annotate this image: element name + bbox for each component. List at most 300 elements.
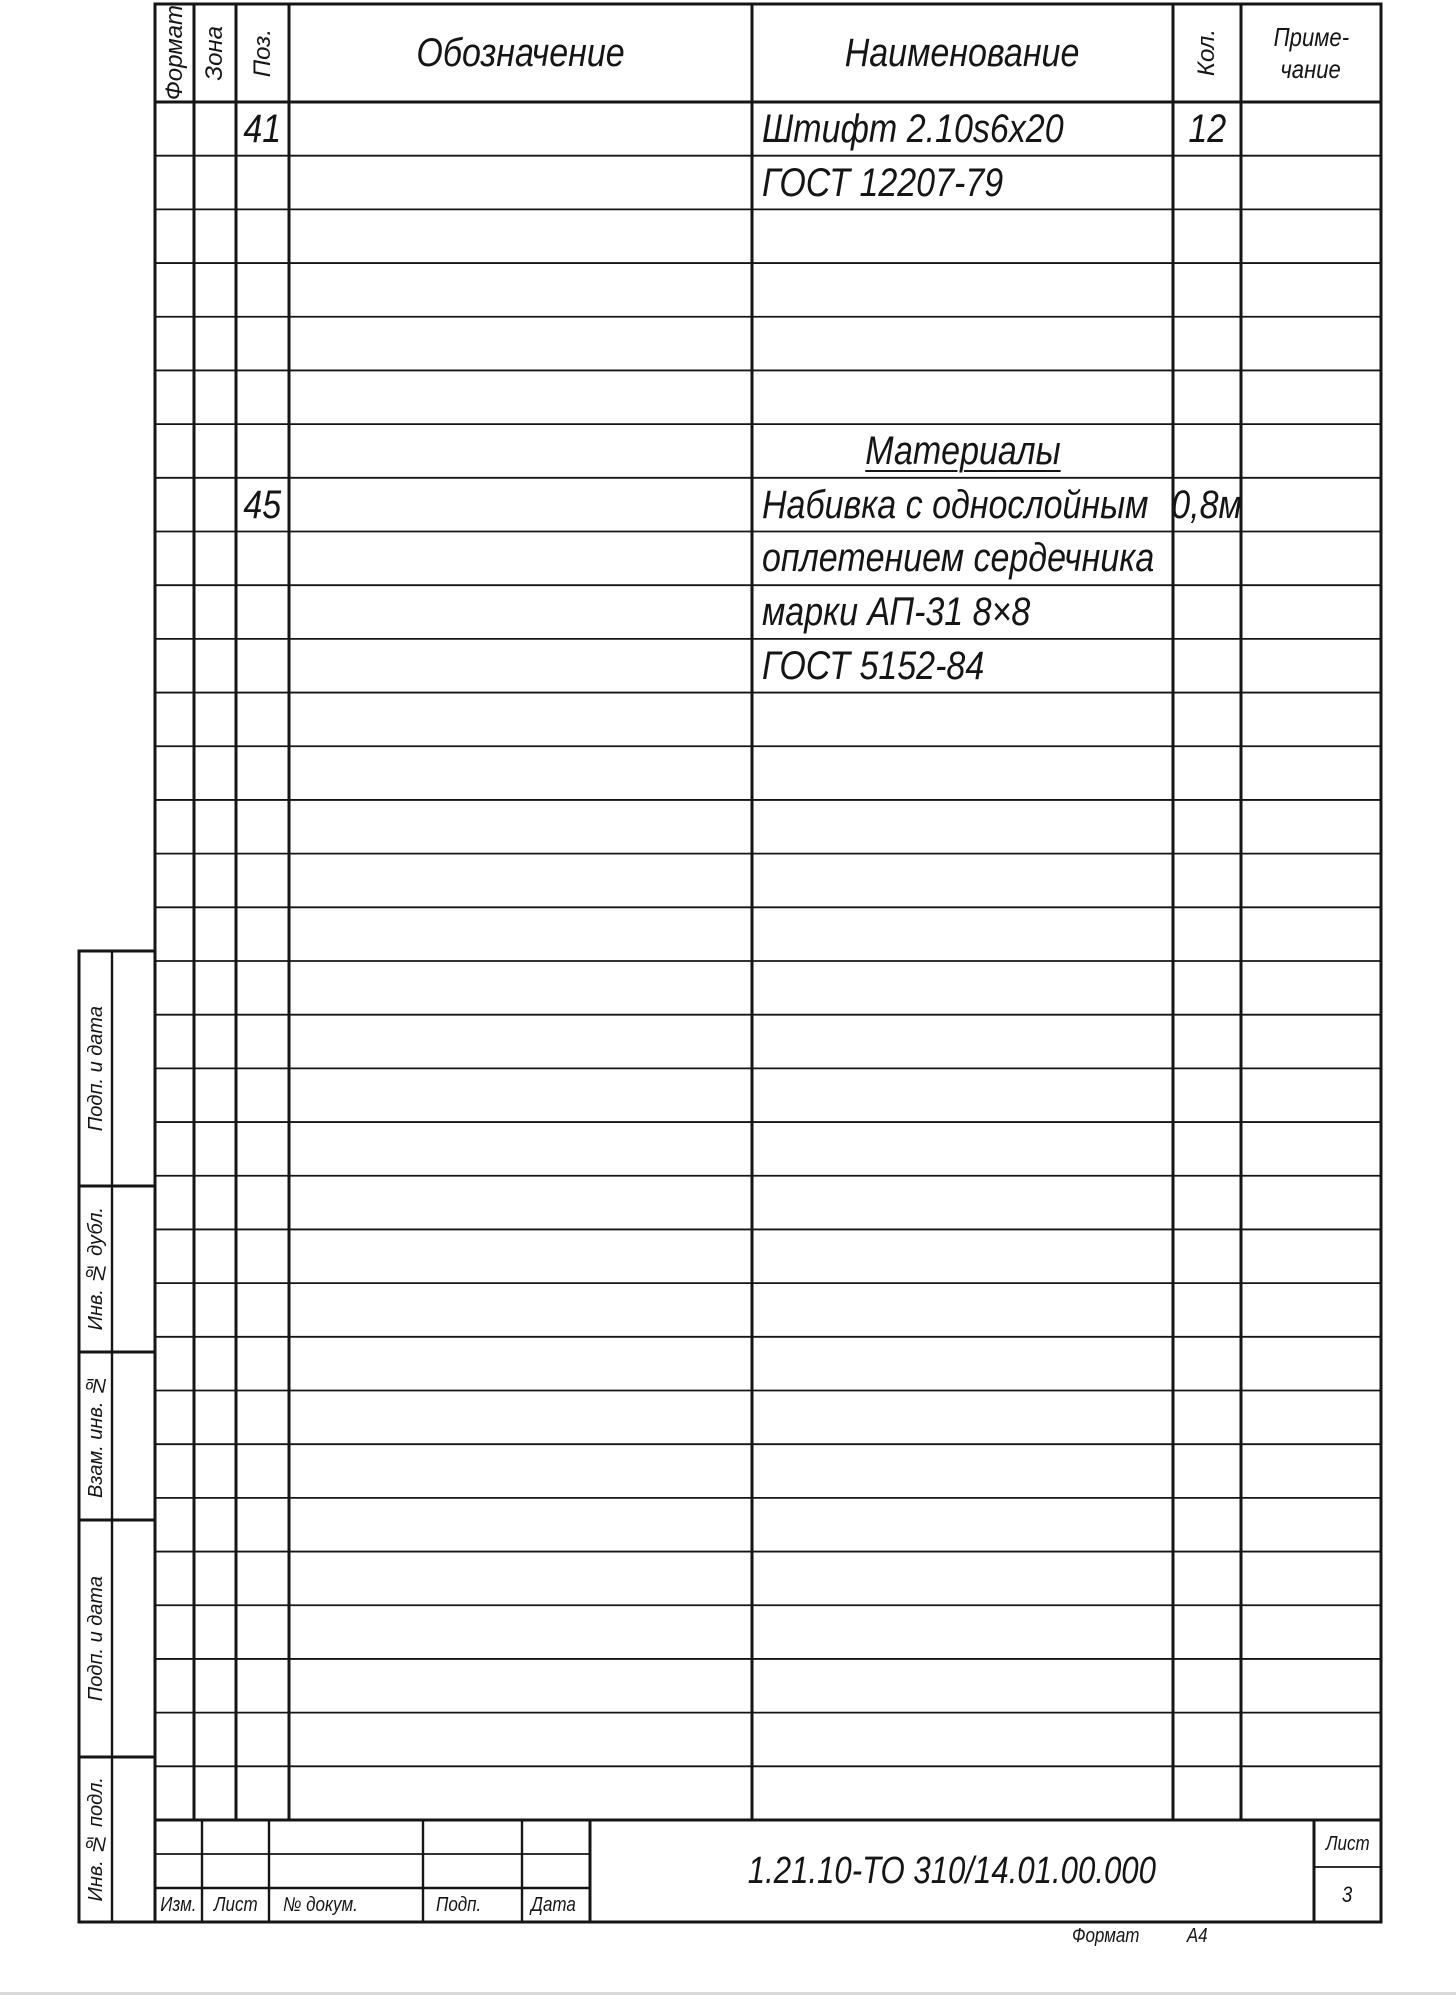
side-stamp-field	[112, 1757, 155, 1922]
cell-format	[155, 1122, 194, 1176]
cell-quantity-text: 0,8м	[1171, 482, 1243, 527]
cell-position-text: 41	[243, 106, 282, 151]
cell-note	[1241, 961, 1381, 1015]
cell-quantity	[1173, 693, 1241, 747]
title-date-label: Дата	[531, 1894, 576, 1916]
header-zone	[194, 4, 236, 102]
cell-format	[155, 1659, 194, 1713]
cell-zone	[194, 800, 236, 854]
cell-quantity-text: 12	[1188, 106, 1226, 151]
side-stamp-field	[112, 1186, 155, 1352]
cell-position	[236, 209, 289, 263]
side-stamp-label-cell	[79, 951, 112, 1186]
cell-position	[236, 1498, 289, 1552]
cell-position	[236, 263, 289, 317]
cell-designation	[289, 1391, 752, 1445]
table-row	[0, 1766, 1456, 1820]
cell-position	[236, 1713, 289, 1767]
cell-zone	[194, 1498, 236, 1552]
cell-zone	[194, 639, 236, 693]
header-format	[155, 4, 194, 102]
cell-designation	[289, 156, 752, 210]
cell-name	[752, 1498, 1173, 1552]
cell-format	[155, 102, 194, 156]
side-stamp-signature-date-label: Подп. и дата	[84, 1005, 107, 1132]
title-doc-number-cell	[269, 1888, 423, 1922]
cell-designation	[289, 424, 752, 478]
cell-position	[236, 1444, 289, 1498]
cell-zone	[194, 854, 236, 908]
cell-name	[752, 854, 1173, 908]
cell-quantity	[1173, 1015, 1241, 1069]
cell-format	[155, 1552, 194, 1606]
cell-note	[1241, 639, 1381, 693]
cell-note	[1241, 1552, 1381, 1606]
cell-zone	[194, 1713, 236, 1767]
cell-note	[1241, 1713, 1381, 1767]
cell-designation	[289, 746, 752, 800]
sheet-label: Лист	[1325, 1832, 1370, 1855]
title-sheet-label-cell	[1314, 1820, 1381, 1867]
cell-note	[1241, 1176, 1381, 1230]
cell-position	[236, 1391, 289, 1445]
cell-designation	[289, 800, 752, 854]
cell-position	[236, 1766, 289, 1820]
cell-quantity	[1173, 1713, 1241, 1767]
cell-format	[155, 209, 194, 263]
cell-quantity	[1173, 102, 1241, 156]
table-row	[0, 693, 1456, 747]
cell-name	[752, 1015, 1173, 1069]
cell-position	[236, 1552, 289, 1606]
cell-name	[752, 1444, 1173, 1498]
cell-name-text: марки АП-31 8×8	[762, 590, 1031, 635]
table-row	[0, 532, 1456, 586]
cell-name	[752, 1068, 1173, 1122]
cell-name	[752, 1659, 1173, 1713]
cell-zone	[194, 1229, 236, 1283]
cell-position	[236, 907, 289, 961]
table-row	[0, 1283, 1456, 1337]
cell-quantity	[1173, 1337, 1241, 1391]
cell-zone	[194, 1391, 236, 1445]
cell-position	[236, 693, 289, 747]
cell-format	[155, 585, 194, 639]
table-row	[0, 585, 1456, 639]
cell-note	[1241, 263, 1381, 317]
cell-designation	[289, 1015, 752, 1069]
cell-designation	[289, 102, 752, 156]
cell-zone	[194, 1068, 236, 1122]
header-note-label-line1: Приме-	[1273, 22, 1349, 52]
cell-zone	[194, 209, 236, 263]
cell-note	[1241, 1068, 1381, 1122]
cell-position	[236, 478, 289, 532]
cell-quantity	[1173, 1659, 1241, 1713]
cell-name	[752, 1713, 1173, 1767]
table-row	[0, 317, 1456, 371]
cell-name	[752, 1552, 1173, 1606]
side-stamp-label-cell	[79, 1520, 112, 1757]
table-row	[0, 1122, 1456, 1176]
table-row	[0, 1713, 1456, 1767]
cell-note	[1241, 1766, 1381, 1820]
side-stamp-label-cell	[79, 1757, 112, 1922]
cell-note	[1241, 102, 1381, 156]
cell-note	[1241, 1659, 1381, 1713]
cell-designation	[289, 907, 752, 961]
cell-designation	[289, 1068, 752, 1122]
footer-format-value-cell	[1180, 1922, 1214, 1950]
cell-quantity	[1173, 1176, 1241, 1230]
cell-zone	[194, 263, 236, 317]
title-sheet-number-cell	[1314, 1867, 1381, 1922]
header-designation-label: Обозначение	[416, 31, 625, 75]
cell-zone	[194, 532, 236, 586]
title-designation-cell	[590, 1820, 1314, 1922]
table-row	[0, 1444, 1456, 1498]
table-row	[0, 1605, 1456, 1659]
cell-quantity	[1173, 585, 1241, 639]
cell-name	[752, 1122, 1173, 1176]
cell-format	[155, 1176, 194, 1230]
cell-zone	[194, 1766, 236, 1820]
cell-quantity	[1173, 209, 1241, 263]
table-row	[0, 1391, 1456, 1445]
cell-zone	[194, 1605, 236, 1659]
cell-designation	[289, 1498, 752, 1552]
header-designation	[289, 4, 752, 102]
cell-note	[1241, 1444, 1381, 1498]
cell-name	[752, 1337, 1173, 1391]
cell-quantity	[1173, 1391, 1241, 1445]
cell-designation	[289, 1766, 752, 1820]
header-quantity-label: Кол.	[1193, 29, 1220, 77]
cell-quantity	[1173, 424, 1241, 478]
cell-quantity	[1173, 478, 1241, 532]
cell-zone	[194, 1015, 236, 1069]
cell-note	[1241, 693, 1381, 747]
cell-name	[752, 1229, 1173, 1283]
cell-quantity	[1173, 1605, 1241, 1659]
cell-zone	[194, 370, 236, 424]
cell-designation	[289, 693, 752, 747]
cell-note	[1241, 1498, 1381, 1552]
cell-format	[155, 1337, 194, 1391]
cell-note	[1241, 532, 1381, 586]
cell-zone	[194, 693, 236, 747]
title-doc-number-label: № докум.	[283, 1894, 358, 1916]
cell-format	[155, 1391, 194, 1445]
cell-note	[1241, 1283, 1381, 1337]
cell-designation	[289, 1659, 752, 1713]
footer-format-label-cell	[1068, 1922, 1144, 1950]
cell-quantity	[1173, 1229, 1241, 1283]
cell-quantity	[1173, 1766, 1241, 1820]
cell-format	[155, 532, 194, 586]
cell-position	[236, 1283, 289, 1337]
cell-position	[236, 532, 289, 586]
cell-note	[1241, 209, 1381, 263]
cell-name	[752, 1283, 1173, 1337]
cell-designation	[289, 532, 752, 586]
cell-name	[752, 370, 1173, 424]
cell-zone	[194, 746, 236, 800]
cell-quantity	[1173, 317, 1241, 371]
cell-position	[236, 1605, 289, 1659]
footer-format-value: А4	[1186, 1925, 1208, 1947]
cell-format	[155, 961, 194, 1015]
cell-format	[155, 1713, 194, 1767]
cell-note	[1241, 1605, 1381, 1659]
cell-position	[236, 1068, 289, 1122]
table-row	[0, 209, 1456, 263]
cell-format	[155, 1068, 194, 1122]
table-row	[0, 102, 1456, 156]
side-stamp-duplicate-inv-label: Инв. № дубл.	[84, 1207, 107, 1331]
cell-position	[236, 639, 289, 693]
header-name	[752, 4, 1173, 102]
cell-format	[155, 317, 194, 371]
cell-zone	[194, 102, 236, 156]
cell-zone	[194, 478, 236, 532]
cell-zone	[194, 1552, 236, 1606]
cell-quantity	[1173, 370, 1241, 424]
table-row	[0, 907, 1456, 961]
cell-position	[236, 961, 289, 1015]
cell-name	[752, 639, 1173, 693]
cell-zone	[194, 1176, 236, 1230]
table-row	[0, 854, 1456, 908]
cell-zone	[194, 1337, 236, 1391]
table-row	[0, 746, 1456, 800]
cell-name	[752, 209, 1173, 263]
cell-note	[1241, 424, 1381, 478]
cell-name-text: оплетением сердечника	[762, 536, 1155, 581]
side-stamp-signature-date-label: Подп. и дата	[84, 1575, 107, 1702]
cell-designation	[289, 1444, 752, 1498]
cell-note	[1241, 1229, 1381, 1283]
cell-format	[155, 1444, 194, 1498]
cell-designation	[289, 1283, 752, 1337]
table-row	[0, 800, 1456, 854]
cell-designation	[289, 639, 752, 693]
cell-designation	[289, 478, 752, 532]
header-name-label: Наименование	[845, 31, 1080, 75]
table-row	[0, 1015, 1456, 1069]
cell-quantity	[1173, 1552, 1241, 1606]
side-stamp-field	[112, 1520, 155, 1757]
cell-note	[1241, 746, 1381, 800]
title-signature-cell	[423, 1888, 522, 1922]
cell-format	[155, 1229, 194, 1283]
cell-note	[1241, 1015, 1381, 1069]
side-stamp-label-cell	[79, 1186, 112, 1352]
header-note	[1241, 4, 1381, 102]
table-row	[0, 1659, 1456, 1713]
cell-format	[155, 746, 194, 800]
table-row	[0, 1068, 1456, 1122]
title-change-label: Изм.	[160, 1894, 197, 1916]
cell-format	[155, 907, 194, 961]
header-position-label: Поз.	[248, 28, 276, 78]
cell-name-text: ГОСТ 12207-79	[762, 160, 1004, 205]
title-date-cell	[522, 1888, 590, 1922]
side-stamp-field	[112, 1352, 155, 1520]
table-row	[0, 156, 1456, 210]
sheet-number: 3	[1342, 1881, 1353, 1907]
cell-zone	[194, 1444, 236, 1498]
cell-designation	[289, 370, 752, 424]
cell-quantity	[1173, 1068, 1241, 1122]
cell-designation	[289, 317, 752, 371]
footer-format-label: Формат	[1072, 1925, 1140, 1947]
side-stamp-replaced-inv-label: Взам. инв. №	[84, 1373, 107, 1499]
cell-zone	[194, 907, 236, 961]
table-row	[0, 478, 1456, 532]
cell-quantity	[1173, 1444, 1241, 1498]
cell-position	[236, 1659, 289, 1713]
cell-position	[236, 854, 289, 908]
cell-quantity	[1173, 532, 1241, 586]
title-sheet-label: Лист	[213, 1894, 258, 1916]
cell-quantity	[1173, 961, 1241, 1015]
cell-designation	[289, 961, 752, 1015]
cell-position	[236, 1229, 289, 1283]
table-row	[0, 370, 1456, 424]
cell-format	[155, 1605, 194, 1659]
cell-format	[155, 478, 194, 532]
cell-position	[236, 317, 289, 371]
cell-designation	[289, 1713, 752, 1767]
cell-note	[1241, 1122, 1381, 1176]
table-row	[0, 1552, 1456, 1606]
header-zone-label: Зона	[201, 25, 228, 81]
side-stamp-original-inv-label: Инв. № подл.	[84, 1777, 107, 1902]
cell-name-text: Штифт 2.10s6x20	[762, 106, 1064, 151]
cell-position	[236, 800, 289, 854]
table-row	[0, 263, 1456, 317]
cell-quantity	[1173, 263, 1241, 317]
cell-note	[1241, 478, 1381, 532]
table-row	[0, 639, 1456, 693]
cell-note	[1241, 907, 1381, 961]
cell-format	[155, 263, 194, 317]
cell-quantity	[1173, 746, 1241, 800]
cell-zone	[194, 585, 236, 639]
cell-name	[752, 585, 1173, 639]
cell-position	[236, 102, 289, 156]
cell-note	[1241, 1391, 1381, 1445]
cell-name	[752, 156, 1173, 210]
cell-designation	[289, 854, 752, 908]
cell-position	[236, 585, 289, 639]
cell-position	[236, 156, 289, 210]
cell-name	[752, 961, 1173, 1015]
cell-designation	[289, 1337, 752, 1391]
cell-zone	[194, 1659, 236, 1713]
cell-name	[752, 1605, 1173, 1659]
cell-name	[752, 478, 1173, 532]
cell-note	[1241, 317, 1381, 371]
cell-zone	[194, 424, 236, 478]
cell-quantity	[1173, 854, 1241, 908]
cell-format	[155, 370, 194, 424]
cell-quantity	[1173, 639, 1241, 693]
header-quantity	[1173, 4, 1241, 102]
document-designation: 1.21.10-ТО 310/14.01.00.000	[747, 1850, 1157, 1892]
cell-quantity	[1173, 1122, 1241, 1176]
cell-format	[155, 1283, 194, 1337]
cell-format	[155, 424, 194, 478]
cell-position	[236, 746, 289, 800]
cell-note	[1241, 800, 1381, 854]
cell-format	[155, 693, 194, 747]
cell-position-text: 45	[243, 482, 282, 527]
cell-name	[752, 907, 1173, 961]
cell-name-text: Набивка с однослойным	[762, 482, 1149, 527]
cell-designation	[289, 1552, 752, 1606]
table-row	[0, 961, 1456, 1015]
cell-designation	[289, 1229, 752, 1283]
cell-name	[752, 532, 1173, 586]
cell-note	[1241, 370, 1381, 424]
cell-quantity	[1173, 1283, 1241, 1337]
cell-name	[752, 1766, 1173, 1820]
cell-zone	[194, 1283, 236, 1337]
cell-format	[155, 1498, 194, 1552]
table-row	[0, 1337, 1456, 1391]
cell-zone	[194, 961, 236, 1015]
side-stamp-field	[112, 951, 155, 1186]
cell-note	[1241, 854, 1381, 908]
section-heading-row	[0, 424, 1456, 478]
side-stamp-label-cell	[79, 1352, 112, 1520]
title-change-cell	[155, 1888, 202, 1922]
cell-name	[752, 317, 1173, 371]
cell-format	[155, 639, 194, 693]
cell-quantity	[1173, 907, 1241, 961]
cell-note	[1241, 1337, 1381, 1391]
cell-format	[155, 1015, 194, 1069]
cell-designation	[289, 209, 752, 263]
cell-position	[236, 1015, 289, 1069]
cell-name	[752, 800, 1173, 854]
cell-name	[752, 102, 1173, 156]
cell-name	[752, 1176, 1173, 1230]
section-heading: Материалы	[864, 428, 1061, 473]
cell-zone	[194, 156, 236, 210]
cell-format	[155, 854, 194, 908]
header-position	[236, 4, 289, 102]
title-signature-label: Подп.	[436, 1894, 482, 1916]
cell-format	[155, 156, 194, 210]
cell-format	[155, 1766, 194, 1820]
cell-name	[752, 424, 1173, 478]
cell-name-text: ГОСТ 5152-84	[762, 643, 985, 688]
cell-note	[1241, 585, 1381, 639]
cell-designation	[289, 1605, 752, 1659]
cell-note	[1241, 156, 1381, 210]
cell-position	[236, 424, 289, 478]
cell-zone	[194, 1122, 236, 1176]
cell-designation	[289, 1176, 752, 1230]
cell-position	[236, 1122, 289, 1176]
cell-designation	[289, 263, 752, 317]
cell-name	[752, 263, 1173, 317]
table-row	[0, 1229, 1456, 1283]
cell-name	[752, 746, 1173, 800]
